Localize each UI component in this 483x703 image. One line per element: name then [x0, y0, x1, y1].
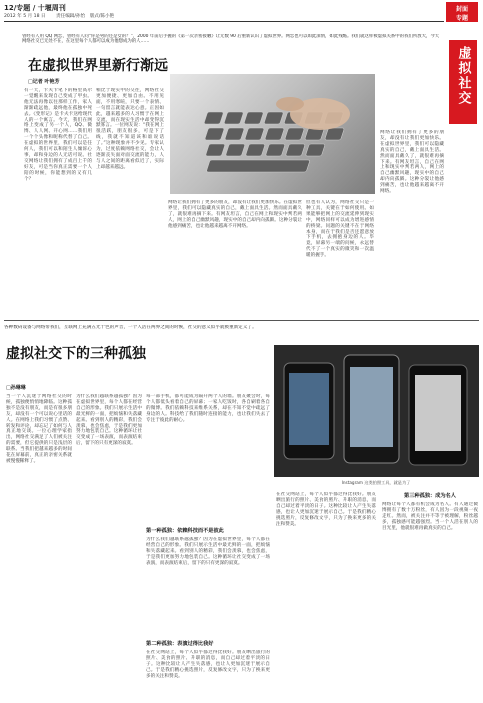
story1-lede: 曾经有人用 QQ 网恋，曾经有人问“你是男的还是女的？”，2000 年前后手握的《第一次亲密接触》让无数 90 后重新认识了虚拟世界。网恋也可以如此深情，如此残酷。我们就这样被虚拟关系中的我们所放大，今天网络社交已无处不在，在这里每个人都可以成为他想成为的人……: [22, 34, 440, 45]
story2-lede: 各种数码设备与网络带我们，互联网上充满五光十色的声音，一个人活在两界之间的时候，社交的意义似乎就被重新定义了。: [4, 325, 257, 330]
story2-byline: □孙琳琳: [6, 385, 26, 391]
subhead-second-loneliness: 第二种孤独：表演过得比我好: [146, 641, 214, 647]
story2-column-3: [146, 394, 270, 694]
story2-column-5-text: 网络让每个人都有机会成为名人。有人通过微博拥有了数十万粉丝，有人因为一段视频一夜走红。然而，被关注并不等于被理解，粉丝越多，孤独感可能越强烈。当一个人活在别人的目光里，他就很难再做真实的自己。: [382, 502, 478, 531]
story2-column-3-text: 每一部手机，都可能成为隔开两个人的墙。朋友聚会时，每个人都低头看着自己的屏幕；一家人吃饭时，各自刷着各自的微博。我们依赖科技来维系关系，却在不知不觉中疏远了身边的人。科技给了我们随时连接的能力，也让我们失去了专注于彼此的耐心。: [146, 394, 270, 423]
story1-title: 在虚拟世界里新行渐远: [28, 58, 168, 74]
phones-illustration: [274, 345, 479, 477]
side-tab: [449, 40, 477, 124]
story1-column-4: 但也有人认为，网络社交只是一种工具，关键在于如何使用。如果能够把网上的交流延伸到现实中，网络同样可以成为增进感情的桥梁。问题的关键不在于网络本身，而在于我们是否还愿意放下手机，去拥抱身边的人。毕竟，屏幕另一端的问候，永远替代不了一个真实的微笑和一次温暖的握手。: [306, 200, 374, 259]
section-tag-line2: 专题: [455, 15, 468, 22]
story1-byline: □记者 叶艳芳: [28, 79, 60, 85]
masthead: [0, 0, 483, 24]
story2-column-3-text-b: 为什么我们越联系越孤独？因为在虚拟世界里，每个人都在经营自己的形象。我们只展示生活中最光鲜的一面，把烦恼和失落藏起来。看到别人的精彩，我们会羡慕，也会焦虑，于是我们更加努力地包装自己。这种循环让社交变成了一场表演，而表演结束后，留下的只有更深的寂寞。: [146, 537, 270, 566]
story1-column-1: 有一天，卡夫卡笔下的格里高尔一觉醒来发现自己变成了甲虫。他无法再像以往那样工作，家人渐渐疏远他，最终他在孤独中死去。《变形记》是卡夫卡送给现代人的一个寓言。今天，我们在网络上变成了另一个人，QQ、微博、人人网、开心网……我们用一个个头像和昵称代替了自己。在虚拟的世界里，我们可以是任何人，我们可以和陌生人倾诉心事，却和身边的人无话可说。社交网络让我们拥有了成百上千的好友，可是当你真正需要一个人陪的时候，你能想到的又有几个？: [24, 88, 92, 182]
story1-column-3: 网络让我们拥有了更多的朋友，却没有让我们更加快乐。在虚拟世界里，我们可以隐藏真实的自己，戴上面具生活。然而面具戴久了，就很难再摘下来。有网友坦言，自己在网上和现实中判若两人，网上的自己幽默风趣，现实中的自己却内向孤僻。这种分裂让他感到痛苦，也让他越来越离不开网络。: [168, 200, 302, 229]
date-line: 2012 年 5 月 18 日: [4, 14, 46, 19]
section-tag-line1: 封面: [455, 6, 468, 13]
subhead-first-loneliness: 第一种孤独：依赖科技而不是彼此: [146, 528, 224, 534]
story1-column-5: 网络让我们拥有了更多的朋友，却没有让我们更加快乐。在虚拟世界里，我们可以隐藏真实的自己，戴上面具生活。然而面具戴久了，就很难再摘下来。有网友坦言，自己在网上和现实中判若两人，网上的自己幽默风趣，现实中的自己却内向孤僻。这种分裂让他感到痛苦，也让他越来越离不开网络。: [380, 130, 444, 195]
section-divider: [4, 320, 479, 321]
editor-line: 责任编辑/孙怡 版式/陈小艳: [56, 14, 115, 19]
section-tag: [446, 2, 478, 22]
masthead-rule: [4, 21, 444, 22]
story2-column-5: [382, 492, 478, 692]
story2-column-3-text-c: 在社交网站上，每个人似乎都过得比我好。朋友晒出旅行的照片、美食的照片、升职的消息，而自己却过着平淡的日子。这种比较让人产生失落感，也让人更加沉迷于展示自己。于是我们精心挑选照片，反复修改文字，只为了换来更多的关注和赞美。: [146, 650, 270, 679]
subhead-third-loneliness: 第三种孤独：成为名人: [404, 493, 456, 499]
side-tab-text: 虚拟社交: [455, 46, 471, 106]
photo-caption: Instagram 这类拍照工具，就是为了: [341, 480, 411, 485]
keyboard-illustration: [170, 74, 375, 194]
story1-column-2: 相比于现实中的交往，网络社交更加便捷、更加自由。不用见面，不用寒暄，只要一个表情、一句留言就能表达心意。正因如此，越来越多的人习惯于在网上交流，而在现实生活中却变得沉默寡言。一位网友说：“我在网上很活跃，朋友很多，可是下了线，我就不知道该和谁说话了。”这种现象并不少见。专家认为，过度依赖网络社交，会让人逐渐丧失面对面交流的能力，人与人之间的距离看似近了，实际上却越来越远。: [96, 88, 164, 170]
story2-column-1: 当一个人沉迷于网络社交的时候，孤独便悄悄地降临。这种孤独不是没有朋友，而是有很多朋友，却没有一个可以说心里话的人。在网络上我们习惯了点赞、转发和评论，却忘记了如何与人真正地交谈。一位心理学家指出，网络社交满足了人们被关注的需要，但它提供的只是浅层的联系。当我们把越来越多的时间花在屏幕前，真正的亲密关系就被慢慢稀释了。: [6, 394, 72, 464]
story2-column-2: 为什么我们越联系越孤独？因为在虚拟世界里，每个人都在经营自己的形象。我们只展示生活中最光鲜的一面，把烦恼和失落藏起来。看到别人的精彩，我们会羡慕，也会焦虑，于是我们更加努力地包装自己。这种循环让社交变成了一场表演，而表演结束后，留下的只有更深的寂寞。: [76, 394, 142, 447]
phone-photo: [274, 345, 479, 477]
story2-column-4: 在社交网站上，每个人似乎都过得比我好。朋友晒出旅行的照片、美食的照片、升职的消息，而自己却过着平淡的日子。这种比较让人产生失落感，也让人更加沉迷于展示自己。于是我们精心挑选照片，反复修改文字，只为了换来更多的关注和赞美。: [276, 492, 376, 527]
story2-title: 虚拟社交下的三种孤独: [6, 346, 146, 362]
keyboard-photo: [170, 74, 375, 194]
page-label: 12/专题 / 十堰周刊: [4, 4, 66, 12]
